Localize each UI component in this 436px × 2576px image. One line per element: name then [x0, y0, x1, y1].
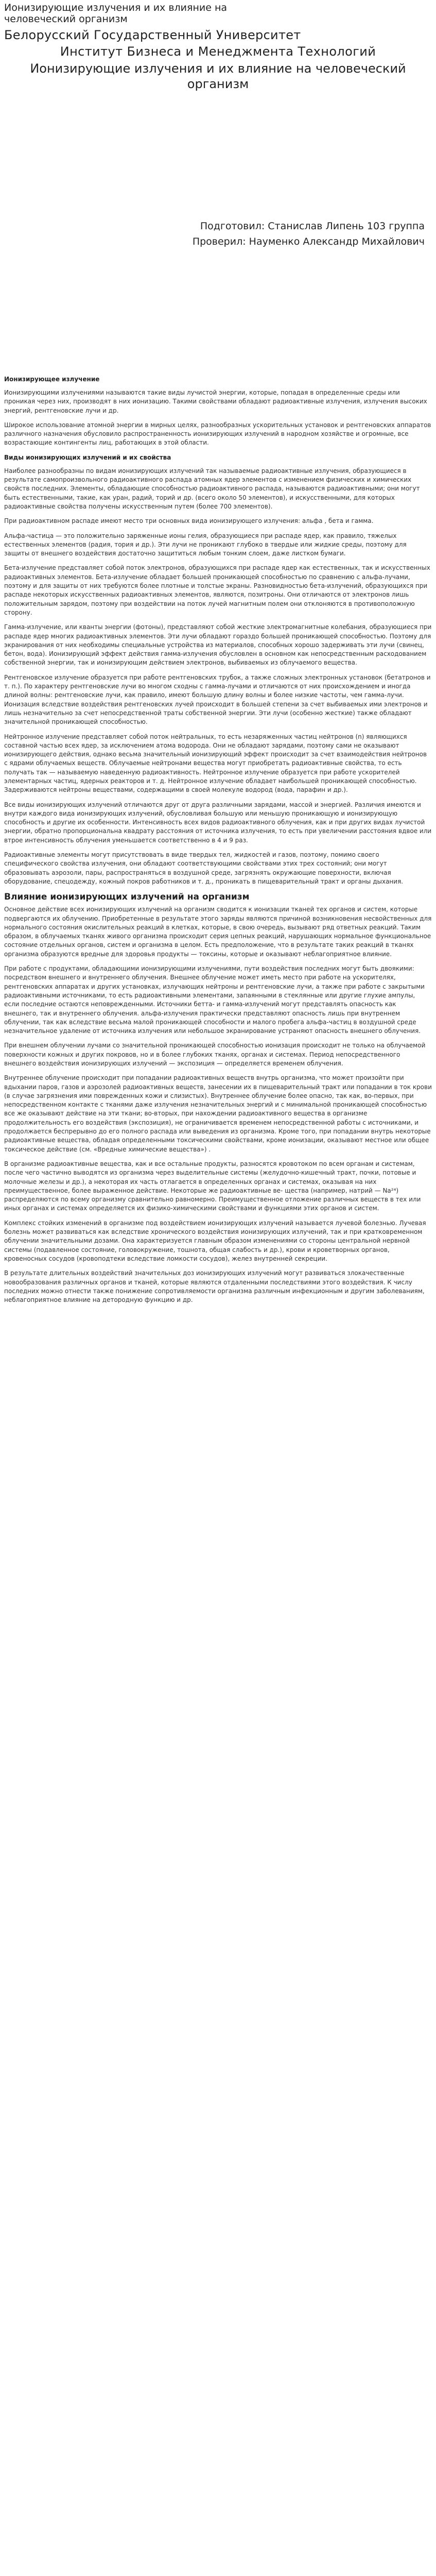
intro-section: [4, 388, 432, 448]
document-title: Ионизирующие излучения и их влияние на человеческий организм: [4, 2, 228, 25]
types-paragraph: Нейтронное излучение представляет собой поток нейтральных, то есть незаряженных частиц нейтронов (n) являющихся составной частью всех ядер, за исключением атома водорода. Они не обладают зарядами, поэтому сами не оказывают ионизирующего действия, однако весьма значительный ионизирующий эффект происходит за счет взаимодействия нейтронов с ядрами облучаемых веществ. Облучаемые нейтронами вещества могут приобретать радиоактивные свойства, то есть получать так — называемую наведенную радиоактивность. Нейтронное излучение образуется при работе ускорителей элементарных частиц, ядерных реакторов и т. д. Нейтронное излучение обладает наибольшей проникающей способностью. Задерживаются нейтроны веществами, содержащими в своей молекуле водород (вода, парафин и др.).: [4, 733, 427, 794]
effects-paragraph: При работе с продуктами, обладающими ионизирующими излучениями, пути воздействия последних могут быть двоякими: посредством внешнего и внутреннего облучения. Внешнее облучение может иметь место при работе на ускорителях, рентгеновских аппаратах и других установках, излучающих нейтроны и рентгеновские лучи, а также при работе с закрытыми радиоактивными источниками, то есть радиоактивными элементами, запаянными в стеклянные или другие глухие ампулы, если последние остаются неповрежденными. Источники бетта- и гамма-излучений могут представлять опасность как внешнего, так и внутреннего облучения. альфа-излучения практически представляют опасность лишь при внутреннем облучении, так как вследствие весьма малой проникающей способности и малого пробега альфа-частиц в воздушной среде незначительное удаление от источника излучения или небольшое экранирование устраняют опасность внешнего облучения.: [4, 965, 425, 1035]
types-paragraph: Все виды ионизирующих излучений отличаются друг от друга различными зарядами, массой и энергией. Различия имеются и внутри каждого вида ионизирующих излучений, обусловливая большую или меньшую проникающую и ионизирующую способность и другие их особенности. Интенсивность всех видов радиоактивного облучения, как и при других видах лучистой энергии, обратно пропорциональна квадрату расстояния от источника излучения, то есть при увеличении расстояния вдвое или втрое интенсивность облучения уменьшается соответственно в 4 и 9 раз.: [4, 801, 432, 844]
effects-paragraph: В организме радиоактивные вещества, как и все остальные продукты, разносятся кровотоком по всем органам и системам, после чего частично выводятся из организма через выделительные системы (желудочно-кишечный тракт, почки, потовые и молочные железы и др.), а некоторая их часть отлагается в определенных органах и системах, оказывая на них преимущественное, более выраженное действие. Некоторые же радиоактивные ве- щества (например, натрий — Na²⁴) распределяются по всему организму сравнительно равномерно. Преимущественное отложение различных веществ в тех или иных органах и системах определяется их физико-химическими свойствами и функциями этих органов и систем.: [4, 1160, 421, 1212]
heading-radiation-types: Виды ионизирующих излучений и их свойства: [4, 453, 171, 461]
types-paragraph: При радиоактивном распаде имеют место три основных вида ионизирующего излучения: альфа , бета и гамма.: [4, 517, 374, 525]
types-paragraph: Бета-излучение представляет собой поток электронов, образующихся при распаде ядер как естественных, так и искусственных радиоактивных элементов. Бета-излучение обладает большей проникающей способностью по сравнению с альфа-лучами, поэтому и для защиты от них требуются более плотные и толстые экраны. Разновидностью бета-излучений, образующихся при распаде некоторых искусственных радиоактивных элементов, являются, позитроны. Они отличаются от электронов лишь положительным зарядом, поэтому при воздействии на поток лучей магнитным полем они отклоняются в противоположную сторону.: [4, 564, 430, 616]
types-paragraph: Гамма-излучение, или кванты энергии (фотоны), представляют собой жесткие электромагнитные колебания, образующиеся при распаде ядер многих радиоактивных элементов. Эти лучи обладают гораздо большей проникающей способностью. Поэтому для экранирования от них необходимы специальные устройства из материалов, способных хорошо задерживать эти лучи (свинец, бетон, вода). Ионизирующий эффект действия гамма-излучения обусловлен в основном как непосредственным расходованием собственной энергии, так и ионизирующим действием электронов, выбиваемых из облучаемого вещества.: [4, 623, 432, 667]
effects-paragraph: В результате длительных воздействий значительных доз ионизирующих излучений могут развиваться злокачественные новообразования различных органов и тканей, которые являются отдаленными последствиями этого воздействия. К числу последних можно отнести также понижение сопротивляемости организма различным инфекционным и другим заболеваниям, неблагоприятное влияние на детородную функцию и др.: [4, 1269, 425, 1304]
body-spacer: [4, 249, 432, 375]
intro-paragraph: Широкое использование атомной энергии в мирных целях, разнообразных ускорительных установок и рентгеновских аппаратов различного назначения обусловило распространенность ионизирующих излучений в народном хозяйстве и огромные, все возрастающие контингенты лиц, работающих в этой области.: [4, 421, 431, 447]
intro-paragraph: Ионизирующими излучениями называются такие виды лучистой энергии, которые, попадая в определенные среды или проникая через них, производят в них ионизацию. Такими свойствами обладают радиоактивные излучения, излучения высоких энергий, рентгеновские лучи и др.: [4, 389, 427, 414]
types-paragraph: Альфа-частица — это положительно заряженные ионы гелия, образующиеся при распаде ядер, как правило, тяжелых естественных элементов (радия, тория и др.). Эти лучи не проникают глубоко в твердые или жидкие среды, поэтому для защиты от внешнего воздействия достаточно защититься любым тонким слоем, даже листком бумаги.: [4, 532, 407, 557]
types-paragraph: Радиоактивные элементы могут присутствовать в виде твердых тел, жидкостей и газов, поэтому, помимо своего специфического свойства излучения, они обладают соответствующими свойствами этих трех состояний; они могут образовывать аэрозоли, пары, распространяться в воздушной среде, загрязнять окружающие поверхности, включая оборудование, спецодежду, кожный покров работников и т. д., проникать в пищеварительный тракт и органы дыхания.: [4, 851, 404, 885]
checked-by: Проверил: Науменко Александр Михайлович: [192, 236, 425, 247]
effects-paragraph: Внутреннее облучение происходит при попадании радиоактивных веществ внутрь организма, что может произойти при вдыхании паров, газов и аэрозолей радиоактивных веществ, занесении их в пищеварительный тракт или попадании в ток крови (в случае загрязнения ими поврежденных кожи и слизистых). Внутреннее облучение более опасно, так как, во-первых, при непосредственном контакте с тканями даже излучения незначительных энергий и с минимальной проникающей способностью все же оказывают действие на эти ткани; во-вторых, при нахождении радиоактивного вещества в организме продолжительность его воздействия (экспозиция), не ограничивается временем непосредственной работы с источниками, и продолжается беспрерывно до его полного распада или выведения из организма. Кроме того, при попадании внутрь некоторые радиоактивные вещества, обладая определенными токсическими свойствами, кроме ионизации, оказывают местное или общее токсическое действие (см. «Вредные химические вещества») .: [4, 1074, 432, 1153]
institute-name: Институт Бизнеса и Менеджмента Технологий: [60, 44, 376, 59]
types-section: [4, 467, 432, 886]
main-title: Ионизирующие излучения и их влияние на человеческий организм: [30, 61, 406, 91]
effects-paragraph: При внешнем облучении лучами со значительной проникающей способностью ионизация происходит не только на облучаемой поверхности кожных и других покровов, но и в более глубоких тканях, органах и системах. Период непосредственного внешнего воздействия ионизирующих излучений — экспозиция — определяется временем облучения.: [4, 1042, 426, 1067]
heading-ionizing-radiation: Ионизирующее излучение: [4, 376, 100, 383]
effects-section: [4, 905, 432, 1304]
types-paragraph: Наиболее разнообразны по видам ионизирующих излучений так называемые радиоактивные излучения, образующиеся в результате самопроизвольного радиоактивного распада атомных ядер элементов с изменением физических и химических свойств последних. Элементы, обладающие способностью радиоактивного распада, называются радиоактивными; они могут быть естественными, такие, как уран, радий, торий и др. (всего около 50 элементов), и искусственными, для которых радиоактивные свойства получены искусственным путем (более 700 элементов).: [4, 467, 420, 510]
title-spacer: [4, 92, 432, 218]
types-paragraph: Рентгеновское излучение образуется при работе рентгеновских трубок, а также сложных электронных установок (бетатронов и т. п.). По характеру рентгеновские лучи во многом сходны с гамма-лучами и отличаются от них происхождением и иногда длиной волны: рентгеновские лучи, как правило, имеют большую длину волны и более низкие частоты, чем гамма-лучи. Ионизация вследствие воздействия рентгеновских лучей происходит в большей степени за счет выбиваемых ими электронов и лишь незначительно за счет непосредственной траты собственной энергии. Эти лучи (особенно жесткие) также обладают значительной проникающей способностью.: [4, 673, 431, 726]
effects-paragraph: Основное действие всех ионизирующих излучений на организм сводится к ионизации тканей тех органов и систем, которые подвергаются их облучению. Приобретенные в результате этого заряды являются причиной возникновения несвойственных для нормального состояния окислительных реакций в клетках, которые, в свою очередь, вызывают ряд ответных реакций. Таким образом, в облучаемых тканях живого организма происходит серия цепных реакций, нарушающих нормальное функциональное состояние отдельных органов, систем и организма в целом. Есть предположение, что в результате таких реакций в тканях организма образуются вредные для здоровья продукты — токсины, которые и оказывают неблагоприятное влияние.: [4, 906, 432, 958]
effects-paragraph: Комплекс стойких изменений в организме под воздействием ионизирующих излучений называется лучевой болезнью. Лучевая болезнь может развиваться как вследствие хронического воздействия ионизирующих излучений, так и при кратковременном облучении значительными дозами. Она характеризуется главным образом изменениями со стороны центральной нервной системы (подавленное состояние, головокружение, тошнота, общая слабость и др.), крови и кроветворных органов, кровеносных сосудов (кровоподтеки вследствие ломкости сосудов), желез внутренней секреции.: [4, 1219, 426, 1262]
heading-effects-on-body: Влияние ионизирующих излучений на организм: [4, 892, 250, 903]
prepared-by: Подготовил: Станислав Липень 103 группа: [200, 221, 425, 232]
university-name: Белорусский Государственный Университет: [4, 28, 301, 42]
